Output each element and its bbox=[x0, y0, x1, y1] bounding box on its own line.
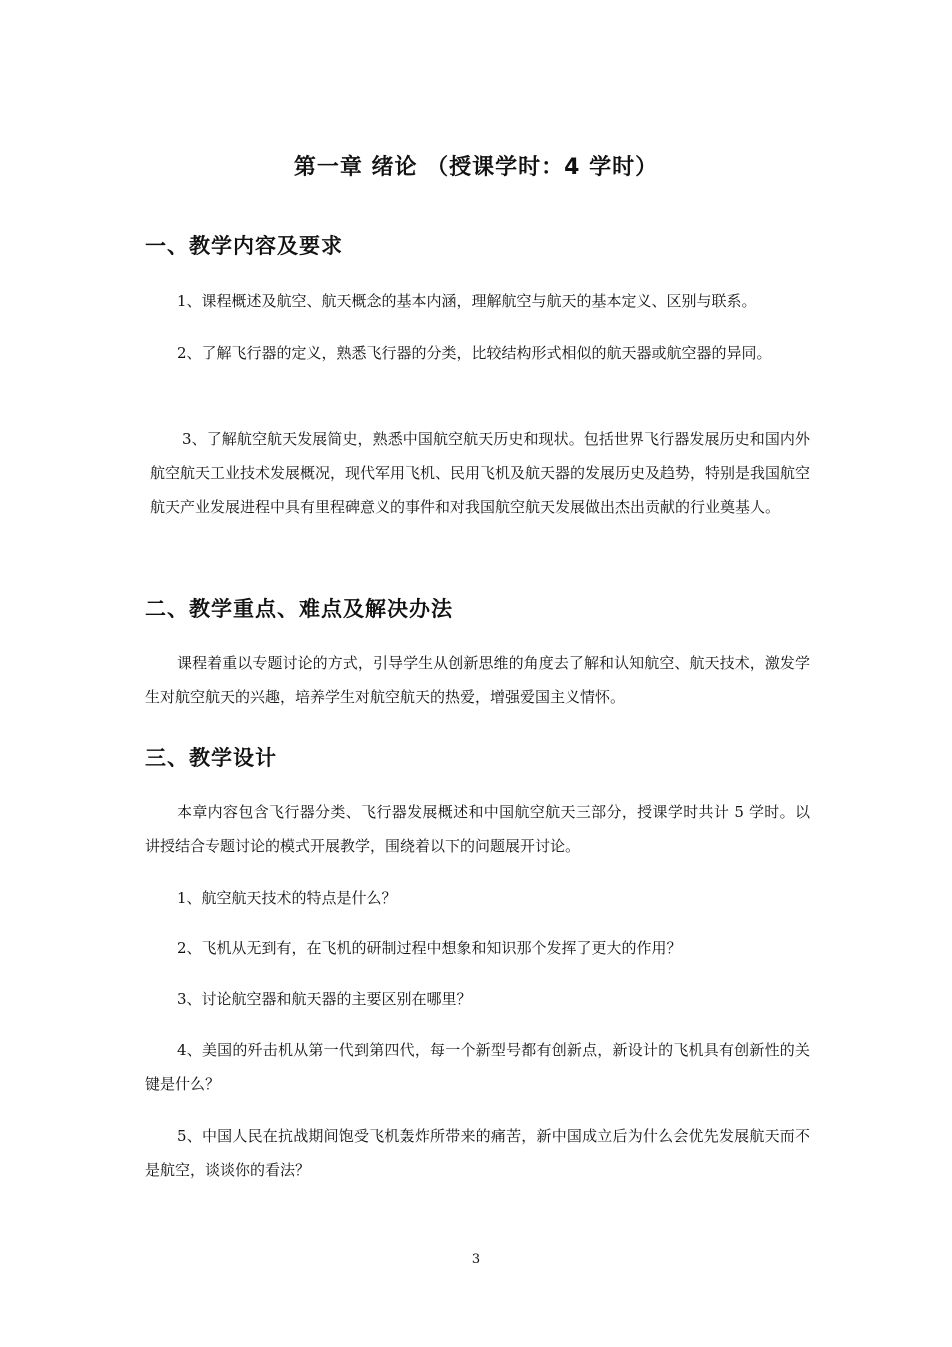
discussion-question-2: 2、飞机从无到有，在飞机的研制过程中想象和知识那个发挥了更大的作用？ bbox=[177, 939, 682, 957]
page-number: 3 bbox=[471, 1252, 481, 1267]
section-2-paragraph-1: 课程着重以专题讨论的方式，引导学生从创新思维的角度去了解和认知航空、航天技术，激发学生对航空航天的兴趣，培养学生对航空航天的热爱，增强爱国主义情怀。 bbox=[145, 654, 810, 706]
discussion-question-5: 5、中国人民在抗战期间饱受飞机轰炸所带来的痛苦，新中国成立后为什么会优先发展航天而不是航空，谈谈你的看法？ bbox=[145, 1127, 810, 1179]
section-3-paragraph-1: 本章内容包含飞行器分类、飞行器发展概述和中国航空航天三部分，授课学时共计 5 学时。以讲授结合专题讨论的模式开展教学，围绕着以下的问题展开讨论。 bbox=[145, 803, 810, 855]
section-heading-1: 一、教学内容及要求 bbox=[145, 234, 343, 258]
section-1-paragraph-1: 1、课程概述及航空、航天概念的基本内涵，理解航空与航天的基本定义、区别与联系。 bbox=[177, 292, 757, 310]
section-1-paragraph-2: 2、了解飞行器的定义，熟悉飞行器的分类，比较结构形式相似的航天器或航空器的异同。 bbox=[177, 344, 772, 362]
section-heading-2: 二、教学重点、难点及解决办法 bbox=[145, 597, 453, 621]
section-heading-3: 三、教学设计 bbox=[145, 746, 277, 770]
discussion-question-1: 1、航空航天技术的特点是什么？ bbox=[177, 889, 397, 907]
chapter-title: 第一章 绪论 （授课学时：4 学时） bbox=[293, 155, 659, 180]
section-1-paragraph-3: 3、了解航空航天发展简史，熟悉中国航空航天历史和现状。包括世界飞行器发展历史和国内外航空航天工业技术发展概况，现代军用飞机、民用飞机及航天器的发展历史及趋势，特别是我国航空航天产业发展进程中具有里程碑意义的事件和对我国航空航天发展做出杰出贡献的行业奠基人。 bbox=[150, 430, 811, 516]
discussion-question-3: 3、讨论航空器和航天器的主要区别在哪里？ bbox=[177, 990, 472, 1008]
discussion-question-4: 4、美国的歼击机从第一代到第四代，每一个新型号都有创新点，新设计的飞机具有创新性的关键是什么？ bbox=[145, 1041, 810, 1093]
